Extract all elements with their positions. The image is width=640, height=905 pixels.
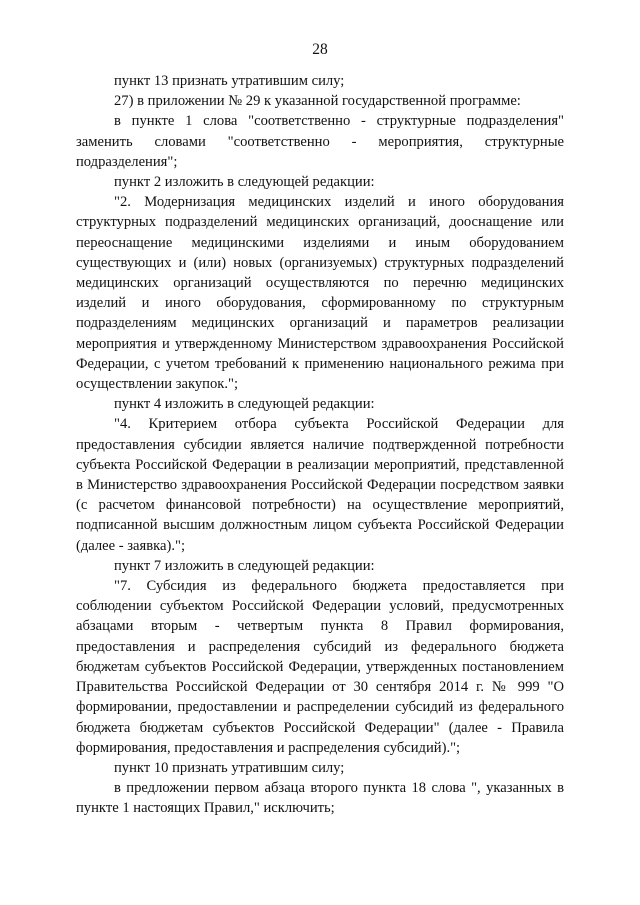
paragraph-item-18-exclude-words: в предложении первом абзаца второго пункта 18 слова ", указанных в пункте 1 настоящих Правил," исключить; [76,780,564,817]
paragraph-item-4-text: "4. Критерием отбора субъекта Российской Федерации для предоставления субсидии является наличие подтвержденной потребности субъекта Российской Федерации в реализации мероприятий, представленной в Министерство здравоохранения Российской Федерации посредством заявки (с расчетом финансовой потребности) на осуществление мероприятий, подписанной высшим должностным лицом субъекта Российской Федерации (далее - заявка)."; [76,416,564,554]
paragraph-item-4-new-wording: пункт 4 изложить в следующей редакции: [114,396,375,413]
paragraph-item-13-repeal: пункт 13 признать утратившим силу; [114,73,345,89]
paragraph-item-2-new-wording: пункт 2 изложить в следующей редакции: [114,174,375,191]
paragraph-item-7-new-wording: пункт 7 изложить в следующей редакции: [114,557,375,574]
page-number: 28 [312,41,328,58]
paragraph-item-10-repeal: пункт 10 признать утратившим силу; [114,759,345,776]
paragraph-item-7-text: "7. Субсидия из федерального бюджета предоставляется при соблюдении субъектом Российской Федерации условий, предусмотренных абзацами вторым - четвертым пункта 8 Правил формирования, предоставления и распределения субсидий из федерального бюджета бюджетам субъектов Российской Федерации, утвержденных постановлением Правительства Российской Федерации от 30 сентября 2014 г. № 999 "О формировании, предоставлении и распределении субсидий из федерального бюджета бюджетам субъектов Российской Федерации" (далее - Правила формирования, предоставления и распределения субсидий)."; [76,578,564,756]
paragraph-item-2-text: "2. Модернизация медицинских изделий и иного оборудования структурных подразделений медицинских организаций, дооснащение или переоснащение медицинскими изделиями и иным оборудованием существующих и (или) новых (организуемых) структурных подразделений медицинских организаций осуществляются по перечню медицинских изделий и иного оборудования, сформированному по структурным подразделениям медицинских организаций и параметров реализации мероприятия и утвержденному Министерством здравоохранения Российской Федерации, с учетом требований к применению национального режима при осуществлении закупок."; [76,194,564,393]
paragraph-appendix-29: 27) в приложении № 29 к указанной государственной программе: [114,93,521,110]
document-body [76,71,564,819]
paragraph-item-1-replace-words: в пункте 1 слова "соответственно - структурные подразделения" заменить словами "соответственно - мероприятия, структурные подразделения"; [76,113,564,170]
